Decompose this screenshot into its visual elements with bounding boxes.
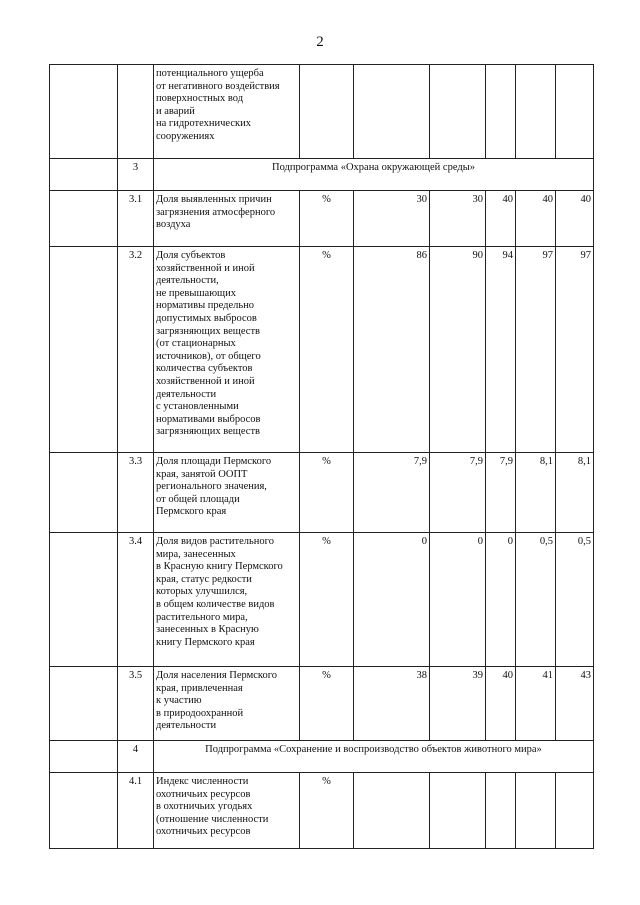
indicator-name-line: с установленными xyxy=(156,401,239,413)
row-number: 3.1 xyxy=(118,191,154,247)
value-v3 xyxy=(486,773,516,849)
value-v3: 40 xyxy=(486,667,516,741)
value-v1: 0 xyxy=(354,533,430,667)
blank-cell xyxy=(50,159,118,191)
value-v4: 8,1 xyxy=(516,453,556,533)
indicator-name-line: которых улучшился, xyxy=(156,586,248,598)
value-v5: 8,1 xyxy=(556,453,594,533)
table-row xyxy=(50,533,594,667)
indicator-name xyxy=(154,191,300,247)
table-row xyxy=(50,667,594,741)
indicator-name-line: Доля площади Пермского xyxy=(156,456,272,467)
value-v2: 39 xyxy=(430,667,486,741)
indicator-name-line: хозяйственной и иной xyxy=(156,375,255,387)
unit-cell: % xyxy=(300,667,354,741)
value-v2 xyxy=(430,65,486,159)
section-title: Подпрограмма «Охрана окружающей среды» xyxy=(154,159,594,191)
table-row xyxy=(50,773,594,849)
indicator-name-line: охотничьих ресурсов xyxy=(156,826,251,838)
page-number: 2 xyxy=(316,34,324,50)
indicator-name-line: источников), от общего xyxy=(156,350,261,362)
indicator-name-line: (от стационарных xyxy=(156,338,236,350)
indicator-name-line: нормативы предельно xyxy=(156,300,255,312)
section-title: Подпрограмма «Сохранение и воспроизводство объектов животного мира» xyxy=(154,741,594,773)
indicator-name-line: хозяйственной и иной xyxy=(156,262,255,274)
indicator-name-line: деятельности xyxy=(156,388,217,400)
row-number xyxy=(118,65,154,159)
indicator-name-line: поверхностных вод xyxy=(156,93,244,105)
indicator-name-line: края, привлеченная xyxy=(156,682,243,694)
value-v5: 0,5 xyxy=(556,533,594,667)
indicator-name-line: (отношение численности xyxy=(156,813,269,825)
row-number: 3.3 xyxy=(118,453,154,533)
blank-cell xyxy=(50,533,118,667)
indicator-name-line: и аварий xyxy=(156,105,195,117)
indicator-name-line: книгу Пермского края xyxy=(156,636,255,648)
table-row xyxy=(50,247,594,453)
blank-cell xyxy=(50,65,118,159)
table-row xyxy=(50,453,594,533)
indicator-name-line: сооружениях xyxy=(156,130,215,142)
indicator-name-line: воздуха xyxy=(156,219,191,231)
indicator-name-line: от общей площади xyxy=(156,493,240,505)
indicator-name-line: к участию xyxy=(156,695,202,707)
indicator-name xyxy=(154,773,300,849)
section-row xyxy=(50,741,594,773)
section-row xyxy=(50,159,594,191)
indicator-name-line: Доля населения Пермского xyxy=(156,670,278,681)
indicator-name-line: регионального значения, xyxy=(156,481,267,493)
indicator-name-line: Пермского края xyxy=(156,506,227,518)
indicator-name-line: потенциального ущерба xyxy=(156,68,264,79)
blank-cell xyxy=(50,741,118,773)
value-v3: 7,9 xyxy=(486,453,516,533)
indicator-name-line: деятельности, xyxy=(156,275,219,287)
value-v4 xyxy=(516,65,556,159)
value-v3: 40 xyxy=(486,191,516,247)
blank-cell xyxy=(50,453,118,533)
value-v5: 40 xyxy=(556,191,594,247)
indicator-name-line: мира, занесенных xyxy=(156,548,236,560)
indicator-name-line: в общем количестве видов xyxy=(156,598,275,610)
indicators-table xyxy=(49,64,594,849)
indicator-name xyxy=(154,65,300,159)
value-v3: 0 xyxy=(486,533,516,667)
indicator-name xyxy=(154,667,300,741)
indicator-name-line: не превышающих xyxy=(156,287,236,299)
unit-cell: % xyxy=(300,191,354,247)
indicator-name-line: загрязняющих веществ xyxy=(156,325,260,337)
unit-cell xyxy=(300,65,354,159)
unit-cell: % xyxy=(300,773,354,849)
indicator-name-line: в охотничьих угодьях xyxy=(156,801,253,813)
table-row xyxy=(50,65,594,159)
unit-cell: % xyxy=(300,247,354,453)
indicator-name-line: деятельности xyxy=(156,720,217,732)
value-v1: 38 xyxy=(354,667,430,741)
blank-cell xyxy=(50,773,118,849)
value-v4: 41 xyxy=(516,667,556,741)
row-number: 3.5 xyxy=(118,667,154,741)
value-v1: 86 xyxy=(354,247,430,453)
indicator-name-line: количества субъектов xyxy=(156,363,253,375)
value-v4: 97 xyxy=(516,247,556,453)
indicator-name-line: загрязнения атмосферного xyxy=(156,206,276,218)
value-v1 xyxy=(354,773,430,849)
indicator-name-line: допустимых выбросов xyxy=(156,312,257,324)
row-number: 3 xyxy=(118,159,154,191)
indicator-name-line: Индекс численности xyxy=(156,776,249,787)
indicator-name-line: края, занятой ООПТ xyxy=(156,468,248,480)
value-v2: 7,9 xyxy=(430,453,486,533)
table-row xyxy=(50,191,594,247)
indicator-name-line: занесенных в Красную xyxy=(156,624,259,636)
indicator-name-line: загрязняющих веществ xyxy=(156,426,260,438)
indicator-name xyxy=(154,453,300,533)
row-number: 3.2 xyxy=(118,247,154,453)
value-v2: 30 xyxy=(430,191,486,247)
indicator-name xyxy=(154,247,300,453)
indicator-name-line: Доля выявленных причин xyxy=(156,194,272,205)
unit-cell: % xyxy=(300,533,354,667)
value-v2 xyxy=(430,773,486,849)
indicator-name-line: нормативами выбросов xyxy=(156,413,261,425)
indicator-name-line: растительного мира, xyxy=(156,611,248,623)
indicator-name-line: края, статус редкости xyxy=(156,573,252,585)
blank-cell xyxy=(50,191,118,247)
indicator-name-line: охотничьих ресурсов xyxy=(156,788,251,800)
value-v3: 94 xyxy=(486,247,516,453)
value-v2: 90 xyxy=(430,247,486,453)
blank-cell xyxy=(50,667,118,741)
indicator-name-line: Доля видов растительного xyxy=(156,536,274,547)
indicator-name-line: на гидротехнических xyxy=(156,118,251,130)
indicator-name-line: Доля субъектов xyxy=(156,250,226,261)
indicator-name-line: в природоохранной xyxy=(156,707,244,719)
unit-cell: % xyxy=(300,453,354,533)
value-v5: 97 xyxy=(556,247,594,453)
value-v1 xyxy=(354,65,430,159)
value-v4: 40 xyxy=(516,191,556,247)
blank-cell xyxy=(50,247,118,453)
value-v5: 43 xyxy=(556,667,594,741)
indicator-name xyxy=(154,533,300,667)
value-v1: 30 xyxy=(354,191,430,247)
row-number: 3.4 xyxy=(118,533,154,667)
value-v4: 0,5 xyxy=(516,533,556,667)
value-v4 xyxy=(516,773,556,849)
row-number: 4.1 xyxy=(118,773,154,849)
value-v5 xyxy=(556,773,594,849)
indicator-name-line: от негативного воздействия xyxy=(156,80,280,92)
indicator-name-line: в Красную книгу Пермского xyxy=(156,561,283,573)
row-number: 4 xyxy=(118,741,154,773)
value-v1: 7,9 xyxy=(354,453,430,533)
value-v3 xyxy=(486,65,516,159)
value-v5 xyxy=(556,65,594,159)
value-v2: 0 xyxy=(430,533,486,667)
